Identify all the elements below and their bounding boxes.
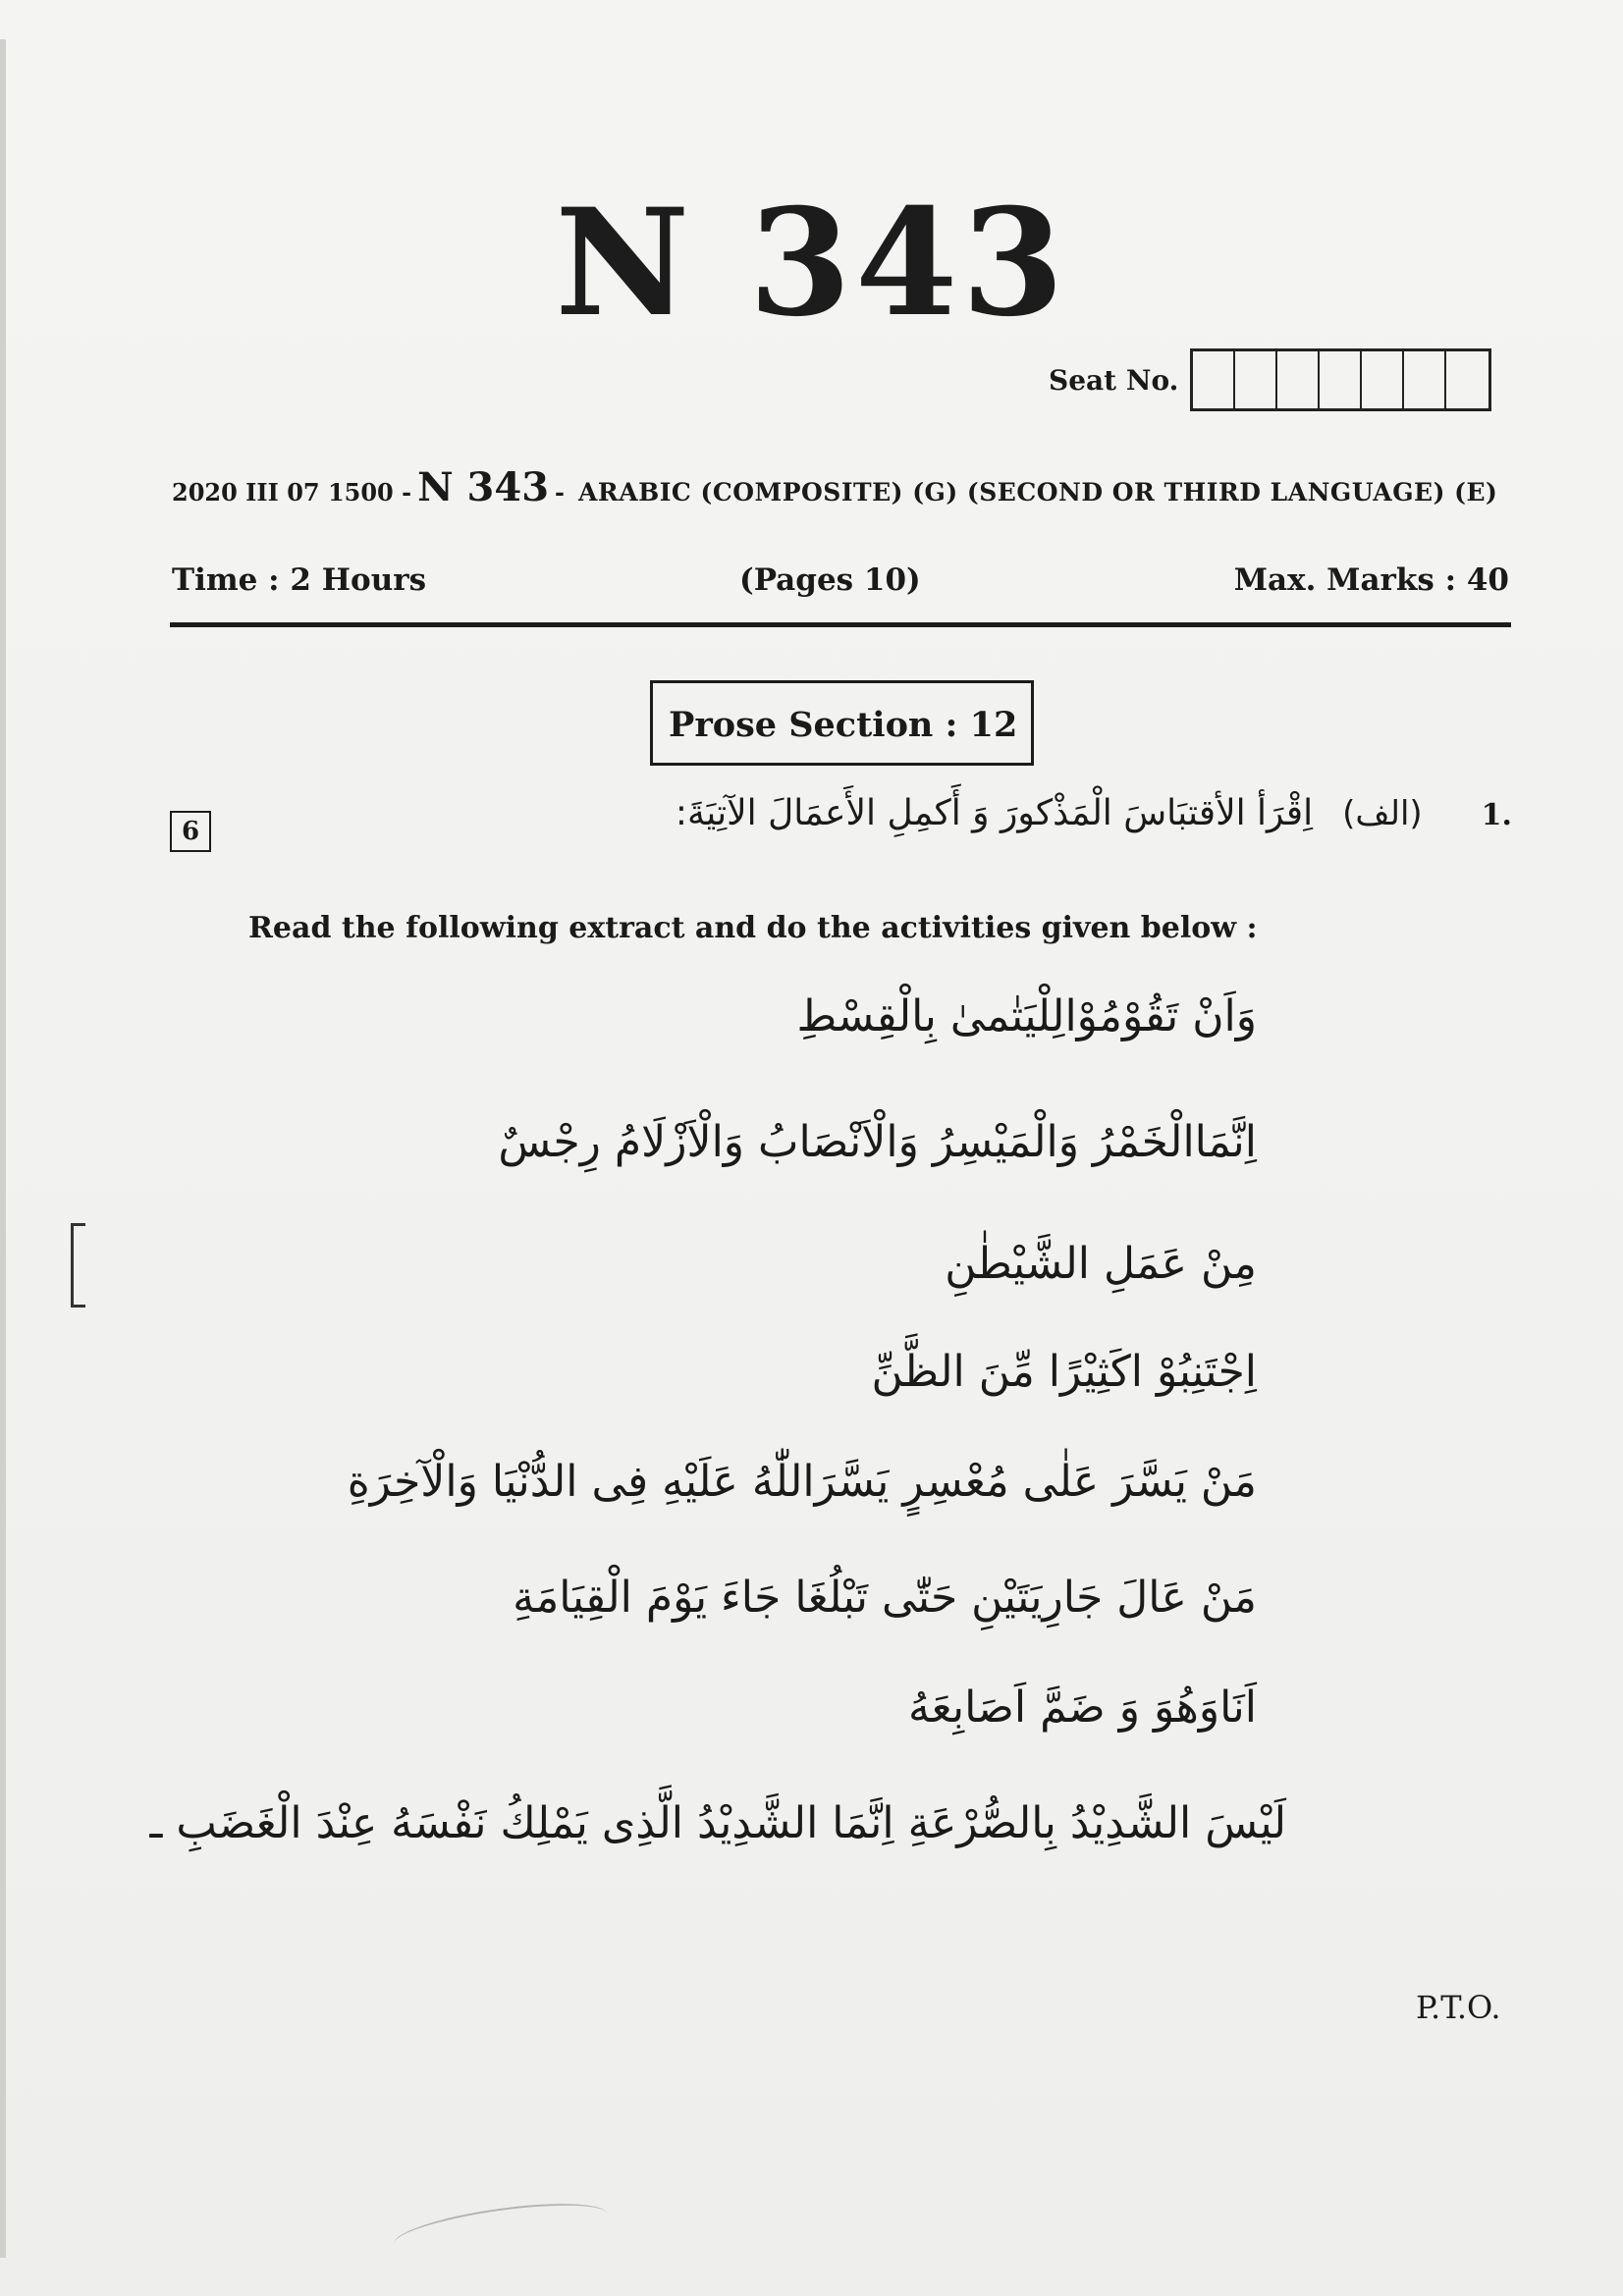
exam-time: Time : 2 Hours (172, 562, 427, 598)
seat-digit-box (1446, 351, 1488, 408)
margin-bracket-mark (71, 1223, 85, 1308)
seat-digit-box (1404, 351, 1446, 408)
subject-line (172, 464, 1517, 510)
question-number: 1. (1481, 798, 1512, 832)
verse-line: مَنْ عَالَ جَارِيَتَيْنِ حَتّٰى تَبْلُغَا جَاءَ يَوْمَ الْقِيَامَةِ (513, 1573, 1257, 1623)
exam-pages: (Pages 10) (739, 562, 921, 598)
exam-max-marks: Max. Marks : 40 (1233, 562, 1509, 598)
verse-line: لَيْسَ الشَّدِيْدُ بِالصُّرْعَةِ اِنَّمَا الشَّدِيْدُ الَّذِى يَمْلِكُ نَفْسَهُ عِنْدَ الْغَضَبِ ـ (149, 1798, 1286, 1848)
verse-line: اِجْتَنِبُوْ اكَثِيْرًا مِّنَ الظَّنِّ (871, 1347, 1257, 1397)
verse-line: مِنْ عَمَلِ الشَّيْطٰنِ (945, 1239, 1257, 1289)
seat-digit-box (1193, 351, 1235, 408)
english-instruction: Read the following extract and do the activities given below : (248, 911, 1258, 945)
header-divider (170, 622, 1511, 627)
verse-line: اَنَاوَهُوَ وَ ضَمَّ اَصَابِعَهُ (908, 1682, 1257, 1733)
seat-number-field (1049, 348, 1491, 411)
seat-digit-box (1320, 351, 1362, 408)
question-marks-box: 6 (170, 811, 211, 852)
subject-code: N 343 (417, 464, 550, 510)
question-arabic-instruction: اِقْرَأ الأقتبَاسَ الْمَذْكورَ وَ أَكمِلِ الأَعمَالَ الآتِيَةَ: (675, 793, 1314, 833)
seat-digit-box (1362, 351, 1404, 408)
section-title: Prose Section : 12 (650, 680, 1034, 766)
please-turn-over: P.T.O. (1416, 1989, 1501, 2026)
pencil-stroke-mark (391, 2194, 611, 2265)
page-shadow-edge (0, 39, 6, 2258)
seat-digit-box (1235, 351, 1277, 408)
seat-number-label: Seat No. (1049, 363, 1179, 397)
verse-line: اِنَّمَاالْخَمْرُ وَالْمَيْسِرُ وَالْاَنْصَابُ وَالْاَزْلَامُ رِجْسٌ (498, 1117, 1257, 1167)
subject-code-suffix: - (555, 478, 566, 507)
question-row (393, 793, 1512, 833)
exam-meta-row (172, 562, 1509, 598)
seat-digit-box (1277, 351, 1320, 408)
verse-line: مَنْ يَسَّرَ عَلٰى مُعْسِرٍ يَسَّرَاللّٰهُ عَلَيْهِ فِى الدُّنْيَا وَالْآخِرَةِ (347, 1457, 1257, 1507)
paper-code-heading: N 343 (555, 177, 1068, 349)
seat-number-boxes (1190, 348, 1491, 411)
subject-code-prefix: 2020 III 07 1500 - (172, 478, 412, 507)
subject-name: ARABIC (COMPOSITE) (G) (SECOND OR THIRD LANGUAGE) (E) (578, 478, 1498, 507)
verse-line: وَاَنْ تَقُوْمُوْالِلْيَتٰمیٰ بِالْقِسْطِ (796, 991, 1257, 1041)
question-part-label: (الف) (1342, 794, 1423, 833)
